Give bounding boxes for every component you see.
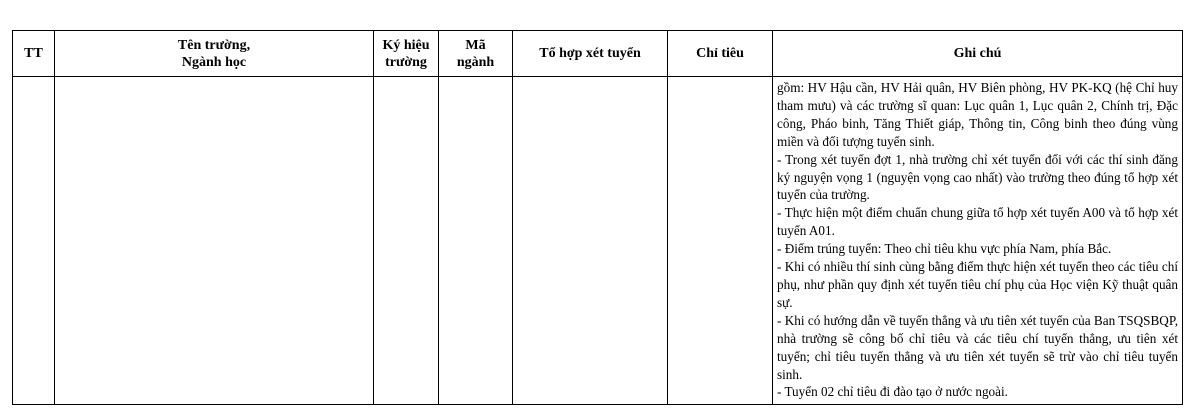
header-subject-combination: Tổ hợp xét tuyển: [513, 31, 668, 77]
note-paragraph: - Khi có nhiều thí sinh cùng bằng điểm thực hiện xét tuyển theo các tiêu chí phụ, như phần quy định xét tuyển tiêu chí phụ của Học viện Kỹ thuật quân sự.: [777, 259, 1178, 310]
cell-notes: [773, 77, 1183, 405]
cell-tt: [13, 77, 55, 405]
header-school-symbol: Ký hiệu trường: [374, 31, 439, 77]
note-paragraph: - Điểm trúng tuyển: Theo chỉ tiêu khu vực phía Nam, phía Bắc.: [777, 241, 1112, 257]
note-paragraph: - Khi có hướng dẫn về tuyển thẳng và ưu tiên xét tuyển của Ban TSQSBQP, nhà trường sẽ công bố chỉ tiêu và các tiêu chí tuyển thẳng, ưu tiên xét tuyển; chỉ tiêu tuyển thẳng và ưu tiên xét tuyển sẽ trừ vào chỉ tiêu tuyển sinh.: [777, 312, 1178, 382]
note-paragraph: - Trong xét tuyển đợt 1, nhà trường chỉ xét tuyển đối với các thí sinh đăng ký nguyện vọng 1 (nguyện vọng cao nhất) vào trường theo đúng tổ hợp xét tuyển của trường.: [777, 151, 1178, 203]
cell-school-symbol: [374, 77, 439, 405]
header-notes: Ghi chú: [773, 31, 1183, 77]
header-tt: TT: [13, 31, 55, 77]
cell-subject-combination: [513, 77, 668, 405]
table-row: [13, 77, 1183, 405]
cell-major-code: [439, 77, 513, 405]
note-paragraph: gồm: HV Hậu cần, HV Hải quân, HV Biên phòng, HV PK-KQ (hệ Chỉ huy tham mưu) và các trường sĩ quan: Lục quân 1, Lục quân 2, Chính trị, Đặc công, Pháo binh, Tăng Thiết giáp, Thông tin, Công binh theo đúng vùng miền và đối tượng tuyển sinh.: [777, 80, 1178, 149]
header-school-name: Tên trường, Ngành học: [55, 31, 374, 77]
header-major-code: Mã ngành: [439, 31, 513, 77]
note-paragraph: - Tuyển 02 chỉ tiêu đi đào tạo ở nước ngoài.: [777, 384, 1008, 400]
header-quota: Chỉ tiêu: [668, 31, 773, 77]
cell-school-name: [55, 77, 374, 405]
note-paragraph: - Thực hiện một điểm chuẩn chung giữa tổ hợp xét tuyển A00 và tổ hợp xét tuyển A01.: [777, 205, 1178, 239]
cell-quota: [668, 77, 773, 405]
admissions-table: [12, 30, 1183, 405]
header-row: [13, 31, 1183, 77]
